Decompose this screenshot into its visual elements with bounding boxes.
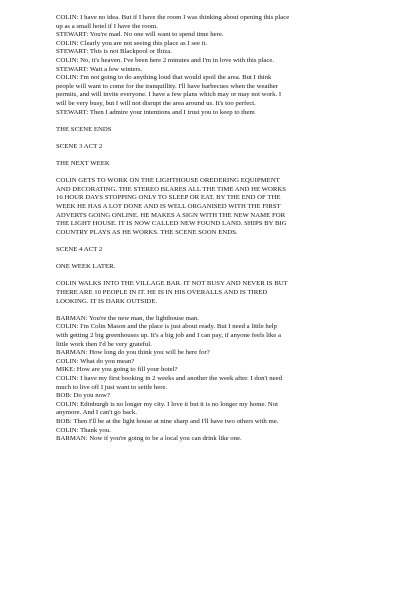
script-paragraph [56, 263, 364, 272]
text-line: STEWART: Then I admire your intentions and I trust you to keep to them [56, 108, 255, 116]
text-line: MIKE: How are you going to fill your hotel? [56, 366, 178, 374]
text-line: BARMAN: How long do you think you will be here for? [56, 349, 210, 357]
text-line: COLIN WALKS INTO THE VILLAGE BAR. IT NOT BUSY AND NEVER IS BUT [56, 280, 288, 288]
paragraph-gap [56, 152, 364, 161]
script-paragraph [56, 14, 364, 117]
text-line: COLIN: I'm Colin Mason and the place is just about ready. But I need a little help [56, 323, 278, 331]
text-line: WEEK HE HAS A LOT DONE AND IS WELL ORGANISED WITH THE FIRST [56, 203, 281, 211]
paragraph-gap [56, 306, 364, 315]
text-line: BARMAN: Now if you're going to be a local you can drink like one. [56, 435, 242, 443]
text-line: COLIN: Edinburgh is no longer my city. I love it but it is no longer my home. Not [56, 400, 278, 408]
paragraph-gap [56, 169, 364, 178]
paragraph-gap [56, 134, 364, 143]
paragraph-gap [56, 117, 364, 126]
text-line: SCENE 3 ACT 2 [56, 142, 103, 150]
text-line: 16 HOUR DAYS STOPPING ONLY TO SLEEP OR EAT. BY THE END OF THE [56, 194, 281, 202]
text-line: up as a small hotel if I have the room. [56, 22, 158, 30]
text-line: BOB: Do you now? [56, 392, 110, 400]
script-paragraph [56, 177, 364, 237]
text-line: COLIN GETS TO WORK ON THE LIGHTHOUSE OREDERING EQUIPMENT [56, 177, 280, 185]
text-line: THERE ARE 10 PEOPLE IN IT. HE IS IN HIS OVERALLS AND IS TIRED [56, 289, 268, 296]
text-line: SCENE 4 ACT 2 [56, 246, 103, 254]
text-line: STEWART: This is not Blackpool or Ibiza. [56, 48, 172, 56]
text-line: COLIN: I'm not going to do anything loud that would spoil the area. But I think [56, 74, 272, 82]
text-line: little work then I'd be very grateful. [56, 340, 152, 348]
text-line: COLIN: No, it's heaven. I've been here 2 minutes and I'm in love with this place. [56, 56, 275, 64]
text-line: ADVERTS GOING ONLINE. HE MAKES A SIGN WITH THE NEW NAME FOR [56, 211, 286, 219]
text-line: BOB: Then I'll be at the light house at nine sharp and I'll have two others with me. [56, 417, 279, 425]
text-line: THE SCENE ENDS [56, 125, 112, 133]
text-line: permits, and will invite everyone. I have a few plans which may or may not work. I [56, 91, 282, 99]
script-paragraph [56, 246, 364, 255]
script-paragraph [56, 143, 364, 152]
text-line: COUNTRY PLAYS AS HE WORKS. THE SCENE SOON ENDS. [56, 228, 238, 236]
text-line: COLIN: Clearly you are not seeing this place as I see it. [56, 39, 208, 47]
text-line: COLIN: What do you mean? [56, 357, 135, 365]
text-line: THE NEXT WEEK [56, 160, 110, 168]
text-line: BARMAN: You're the new man, the lighthouse man. [56, 314, 199, 322]
text-line: ONE WEEK LATER. [56, 263, 116, 271]
script-paragraph [56, 160, 364, 169]
paragraph-gap [56, 255, 364, 264]
script-paragraph [56, 280, 364, 306]
text-line: THE LIGHT HOUSE. IT IS NOW CALLED NEW FOUND LAND. SHIPS BY BIG [56, 220, 287, 228]
text-line: anymore. And I can't go back. [56, 409, 137, 417]
script-paragraph [56, 315, 364, 444]
text-line: COLIN: I have no idea. But if I have the room I was thinking about opening this place [56, 14, 290, 21]
paragraph-gap [56, 237, 364, 246]
script-paragraph [56, 126, 364, 135]
text-line: COLIN: Thank you. [56, 426, 111, 434]
paragraph-gap [56, 272, 364, 281]
text-line: people will want to come for the tranquillity. I'll have barbecues when the weather [56, 82, 278, 90]
text-line: much to live off I just want to settle here. [56, 383, 168, 391]
text-line: COLIN: I have my first booking in 2 weeks and another the week after. I don't need [56, 374, 282, 382]
text-line: STEWART: You're mad. No one will want to spend time here. [56, 31, 224, 39]
text-line: STEWART: Wait a few winters. [56, 65, 143, 73]
text-line: with getting 2 big greenhouses up. It's a big job and I can pay, if anyone feels like a [56, 331, 281, 339]
text-line: LOOKING. IT IS DARK OUTSIDE. [56, 297, 158, 305]
text-line: AND DECORATING. THE STEREO BLARES ALL THE TIME AND HE WORKS [56, 185, 287, 193]
text-line: will be very busy, but I will not disrupt the area around us. It's too perfect. [56, 99, 256, 107]
